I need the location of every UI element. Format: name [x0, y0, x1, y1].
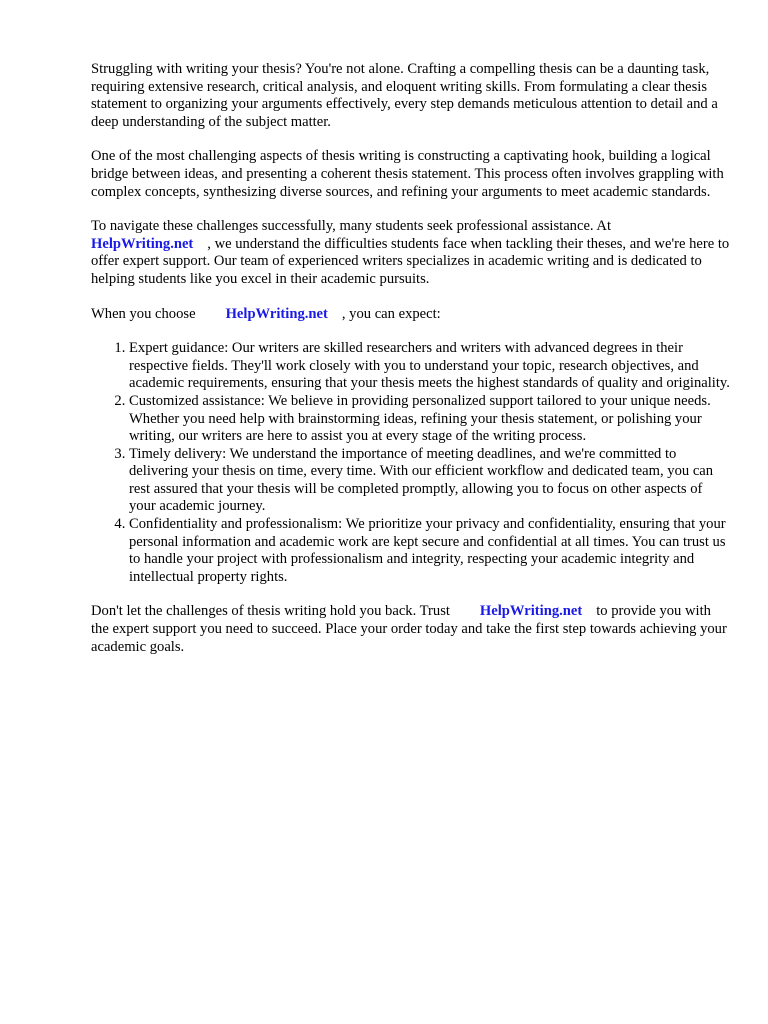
closing-paragraph	[91, 603, 731, 656]
choose-paragraph	[91, 306, 731, 324]
intro-paragraph: Struggling with writing your thesis? You're not alone. Crafting a compelling thesis can be a daunting task, requiring extensive research, critical analysis, and eloquent writing skills. From formulating a clear thesis statement to organizing your arguments effectively, every step demands meticulous attention to detail and a deep understanding of the subject matter.	[91, 61, 718, 130]
choose-text-after: , you can expect:	[341, 305, 441, 322]
list-item: 1. Expert guidance: Our writers are skilled researchers and writers with advanced degrees in their respective fields. They'll work closely with you to understand your topic, research objectives, and academic requirements, ensuring that your thesis meets the highest standards of quality and originality.	[129, 340, 731, 393]
assistance-paragraph	[91, 218, 731, 288]
helpwriting-link[interactable]: HelpWriting.net	[91, 235, 194, 252]
list-item: 2. Customized assistance: We believe in providing personalized support tailored to your unique needs. Whether you need help with brainstorming ideas, refining your thesis statement, or polishing your writing, our writers are here to assist you at every stage of the writing process.	[129, 393, 731, 446]
helpwriting-link[interactable]: HelpWriting.net	[479, 603, 583, 620]
helpwriting-link[interactable]: HelpWriting.net	[225, 305, 328, 322]
challenges-paragraph: One of the most challenging aspects of thesis writing is constructing a captivating hook, building a logical bridge between ideas, and presenting a coherent thesis statement. This process often involves grappling with complex concepts, synthesizing diverse sources, and refining your arguments to meet academic standards.	[91, 148, 724, 200]
list-item: 3. Timely delivery: We understand the importance of meeting deadlines, and we're committed to delivering your thesis on time, every time. With our efficient workflow and dedicated team, you can rest assured that your thesis will be completed promptly, allowing you to focus on other aspects of your academic journey.	[129, 446, 731, 516]
list-item: 4. Confidentiality and professionalism: We prioritize your privacy and confidentiality, ensuring that your personal information and academic work are kept secure and confidential at all times. You can trust us to handle your project with professionalism and integrity, respecting your academic integrity and intellectual property rights.	[129, 516, 731, 586]
document-body	[91, 61, 731, 673]
closing-text-after: to provide you with the expert support you need to succeed. Place your order today and take the first step towards achieving your academic goals.	[91, 603, 727, 655]
assistance-text-before: To navigate these challenges successfully, many students seek professional assistance. At	[91, 218, 612, 235]
assistance-text-after: , we understand the difficulties students face when tackling their theses, and we're here to offer expert support. Our team of experienced writers specializes in academic writing and is dedicated to helping students like you excel in their academic pursuits.	[91, 235, 730, 287]
choose-text-before: When you choose	[91, 305, 196, 322]
benefits-list	[91, 340, 731, 586]
closing-text-before: Don't let the challenges of thesis writing hold you back. Trust	[91, 603, 450, 620]
